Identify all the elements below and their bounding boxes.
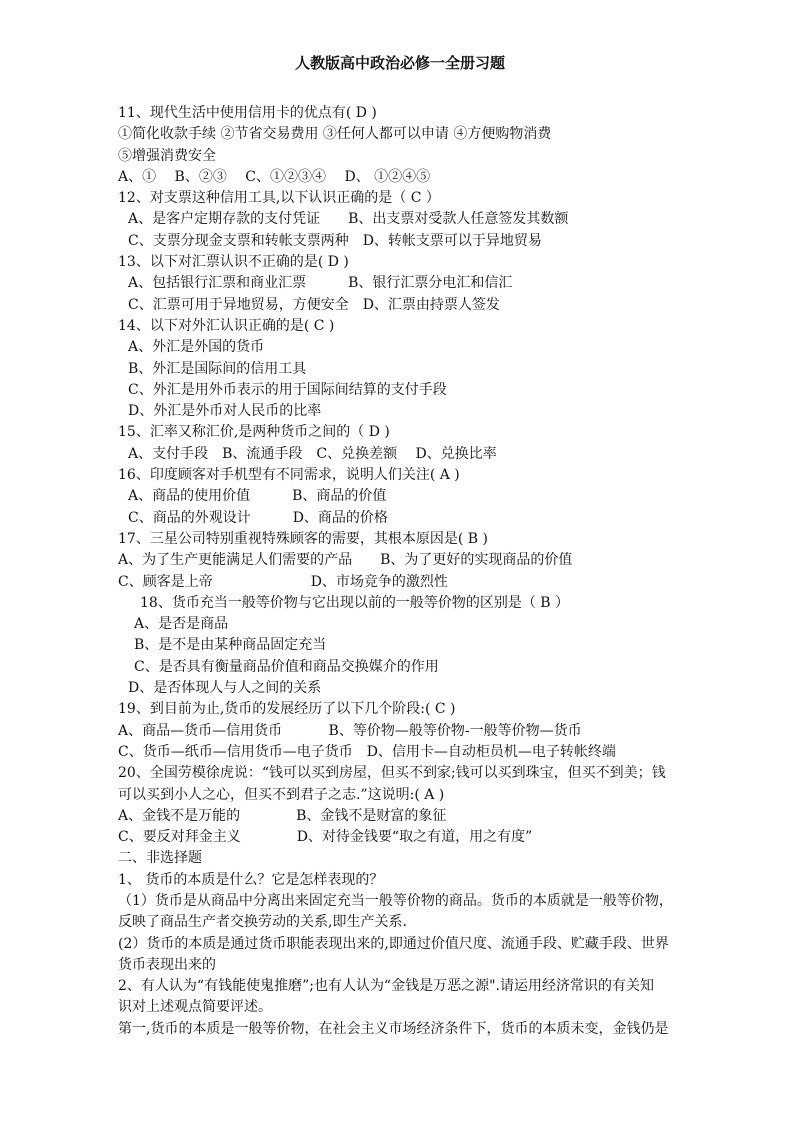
text-line: A、商品—货币—信用货币 B、等价物—般等价物-一般等价物—货币 bbox=[118, 722, 582, 739]
text-line: D、是否体现人与人之间的关系 bbox=[128, 680, 322, 697]
text-line: C、外汇是用外币表示的用于国际间结算的支付手段 bbox=[128, 381, 447, 398]
text-line: 16、印度顾客对手机型有不同需求，说明人们关注( A ) bbox=[118, 467, 460, 484]
text-line: (2）货币的本质是通过货币职能表现出来的,即通过价值尺度、流通手段、贮藏手段、世界 bbox=[118, 935, 669, 952]
text-line: 13、以下对汇票认识不正确的是( D ) bbox=[118, 254, 349, 271]
text-line: 第一,货币的本质是一般等价物，在社会主义市场经济条件下，货币的本质未变，金钱仍是 bbox=[118, 1020, 669, 1037]
text-line: A、为了生产更能满足人们需要的产品 B、为了更好的实现商品的价值 bbox=[118, 552, 573, 569]
text-line: 20、全国劳模徐虎说：“钱可以买到房屋，但买不到家;钱可以买到珠宝，但买不到美；钱 bbox=[118, 765, 666, 782]
text-line: ⑤增强消费安全 bbox=[118, 147, 216, 164]
text-line: 19、到目前为止,货币的发展经历了以下几个阶段:( C ) bbox=[118, 701, 456, 718]
page-title: 人教版高中政治必修一全册习题 bbox=[294, 54, 505, 72]
text-line: B、外汇是国际间的信用工具 bbox=[128, 360, 307, 377]
text-line: C、是否具有衡量商品价值和商品交换媒介的作用 bbox=[134, 658, 439, 675]
text-line: A、外汇是外国的货币 bbox=[128, 339, 265, 356]
text-line: C、商品的外观设计 D、商品的价格 bbox=[128, 509, 388, 526]
text-line: A、金钱不是万能的 B、金钱不是财富的象征 bbox=[118, 807, 447, 824]
text-line: （1）货币是从商品中分离出来固定充当一般等价物的商品。货币的本质就是一般等价物， bbox=[118, 892, 673, 909]
text-line: 可以买到小人之心，但买不到君子之志.”这说明:( A ) bbox=[118, 786, 445, 803]
text-line: 1、 货币的本质是什么？它是怎样表现的？ bbox=[118, 871, 384, 888]
text-line: 反映了商品生产者交换劳动的关系,即生产关系. bbox=[118, 914, 407, 931]
text-line: 识对上述观点简要评述。 bbox=[118, 999, 272, 1016]
section-heading: 二、非选择题 bbox=[118, 850, 202, 867]
text-line: C、要反对拜金主义 D、对待金钱要“取之有道，用之有度” bbox=[118, 829, 533, 846]
text-line: C、支票分现金支票和转帐支票两种 D、转帐支票可以于异地贸易 bbox=[128, 232, 542, 249]
text-line: 11、现代生活中使用信用卡的优点有( D ) bbox=[118, 105, 377, 121]
text-line: A、① B、②③ C、①②③④ D、 ①②④⑤ bbox=[118, 168, 431, 185]
text-line: A、是客户定期存款的支付凭证 B、出支票对受款人任意签发其数额 bbox=[128, 211, 569, 228]
text-line: 15、汇率又称汇价,是两种货币之间的（ D ) bbox=[118, 424, 390, 441]
text-line: C、货币—纸币—信用货币—电子货币 D、信用卡—自动柜员机—电子转帐终端 bbox=[118, 743, 616, 760]
document-body bbox=[118, 103, 682, 1040]
text-line: B、是不是由某种商品固定充当 bbox=[134, 637, 327, 654]
text-line: 14、以下对外汇认识正确的是( C ) bbox=[118, 317, 335, 334]
text-line: D、外汇是外币对人民币的比率 bbox=[128, 403, 322, 420]
text-line: A、包括银行汇票和商业汇票 B、银行汇票分电汇和信汇 bbox=[128, 275, 513, 292]
text-line: A、商品的使用价值 B、商品的价值 bbox=[128, 488, 387, 505]
text-line: ①简化收款手续 ②节省交易费用 ③任何人都可以申请 ④方便购物消费 bbox=[118, 126, 552, 143]
text-line: 货币表现出来的 bbox=[118, 956, 216, 973]
text-line: 2、有人认为“有钱能使鬼推磨”;也有人认为“金钱是万恶之源".请运用经济常识的有关知 bbox=[118, 978, 654, 995]
text-line: A、支付手段 B、流通手段 C、兑换差额 D、兑换比率 bbox=[128, 445, 497, 462]
text-line: 17、三星公司特别重视特殊顾客的需要，其根本原因是( B ) bbox=[118, 530, 488, 547]
text-line: 18、货币充当一般等价物与它出现以前的一般等价物的区别是（ B ） bbox=[140, 594, 570, 611]
text-line: C、顾客是上帝 D、市场竞争的激烈性 bbox=[118, 573, 448, 590]
text-line: 12、对支票这种信用工具,以下认识正确的是（ C ） bbox=[118, 190, 440, 207]
text-line: A、是否是商品 bbox=[134, 616, 229, 633]
text-line: C、汇票可用于异地贸易，方便安全 D、汇票由持票人签发 bbox=[128, 296, 500, 313]
